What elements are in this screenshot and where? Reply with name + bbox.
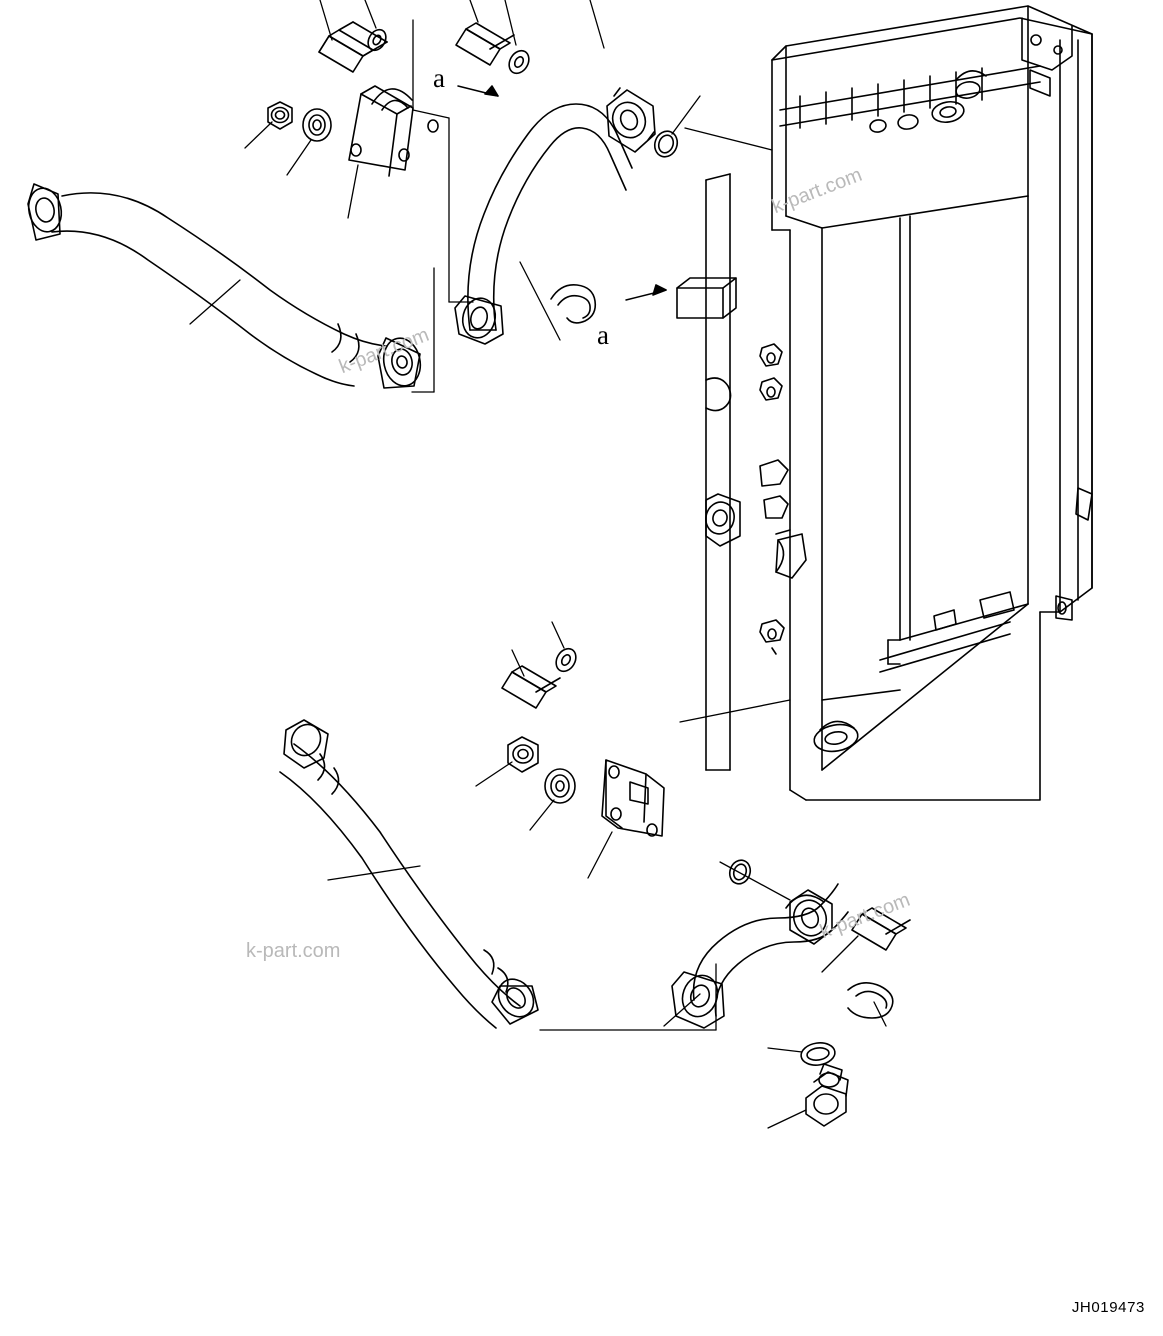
watermark-3: k-part.com	[246, 940, 341, 962]
callout-label-a-upper: a	[433, 63, 445, 93]
o-ring-lower-right-top	[726, 857, 753, 886]
callout-arrow-a-upper	[458, 86, 498, 96]
nut-lower	[508, 737, 538, 772]
hose-lower-left	[280, 719, 541, 1028]
washer-upper-mid	[505, 47, 533, 77]
watermark-2: k-part.com	[336, 323, 433, 379]
drawing-number: JH019473	[1071, 1299, 1145, 1316]
radiator-core	[703, 6, 1092, 800]
grommet-upper-left	[303, 109, 331, 141]
pipe-upper-bent	[455, 88, 655, 344]
clamp-upper	[551, 285, 595, 323]
clamp-lower-right	[848, 983, 893, 1018]
washer-lower	[552, 645, 580, 675]
pipe-lower-bent	[672, 884, 848, 1028]
bracket-upper	[349, 86, 438, 176]
bracket-lower	[602, 760, 664, 836]
o-ring-lower-right	[800, 1041, 837, 1068]
nut-upper-left	[268, 102, 292, 129]
watermark-1: k-part.com	[769, 163, 866, 219]
grommet-lower	[545, 769, 575, 803]
callout-arrow-a-lower	[626, 285, 666, 300]
bolt-upper-mid	[456, 23, 514, 65]
bolt-lower	[502, 666, 560, 708]
plug-nut-lower-right	[806, 1064, 848, 1126]
callout-label-a-lower: a	[597, 320, 609, 350]
watermark-4: k-part.com	[817, 888, 914, 944]
